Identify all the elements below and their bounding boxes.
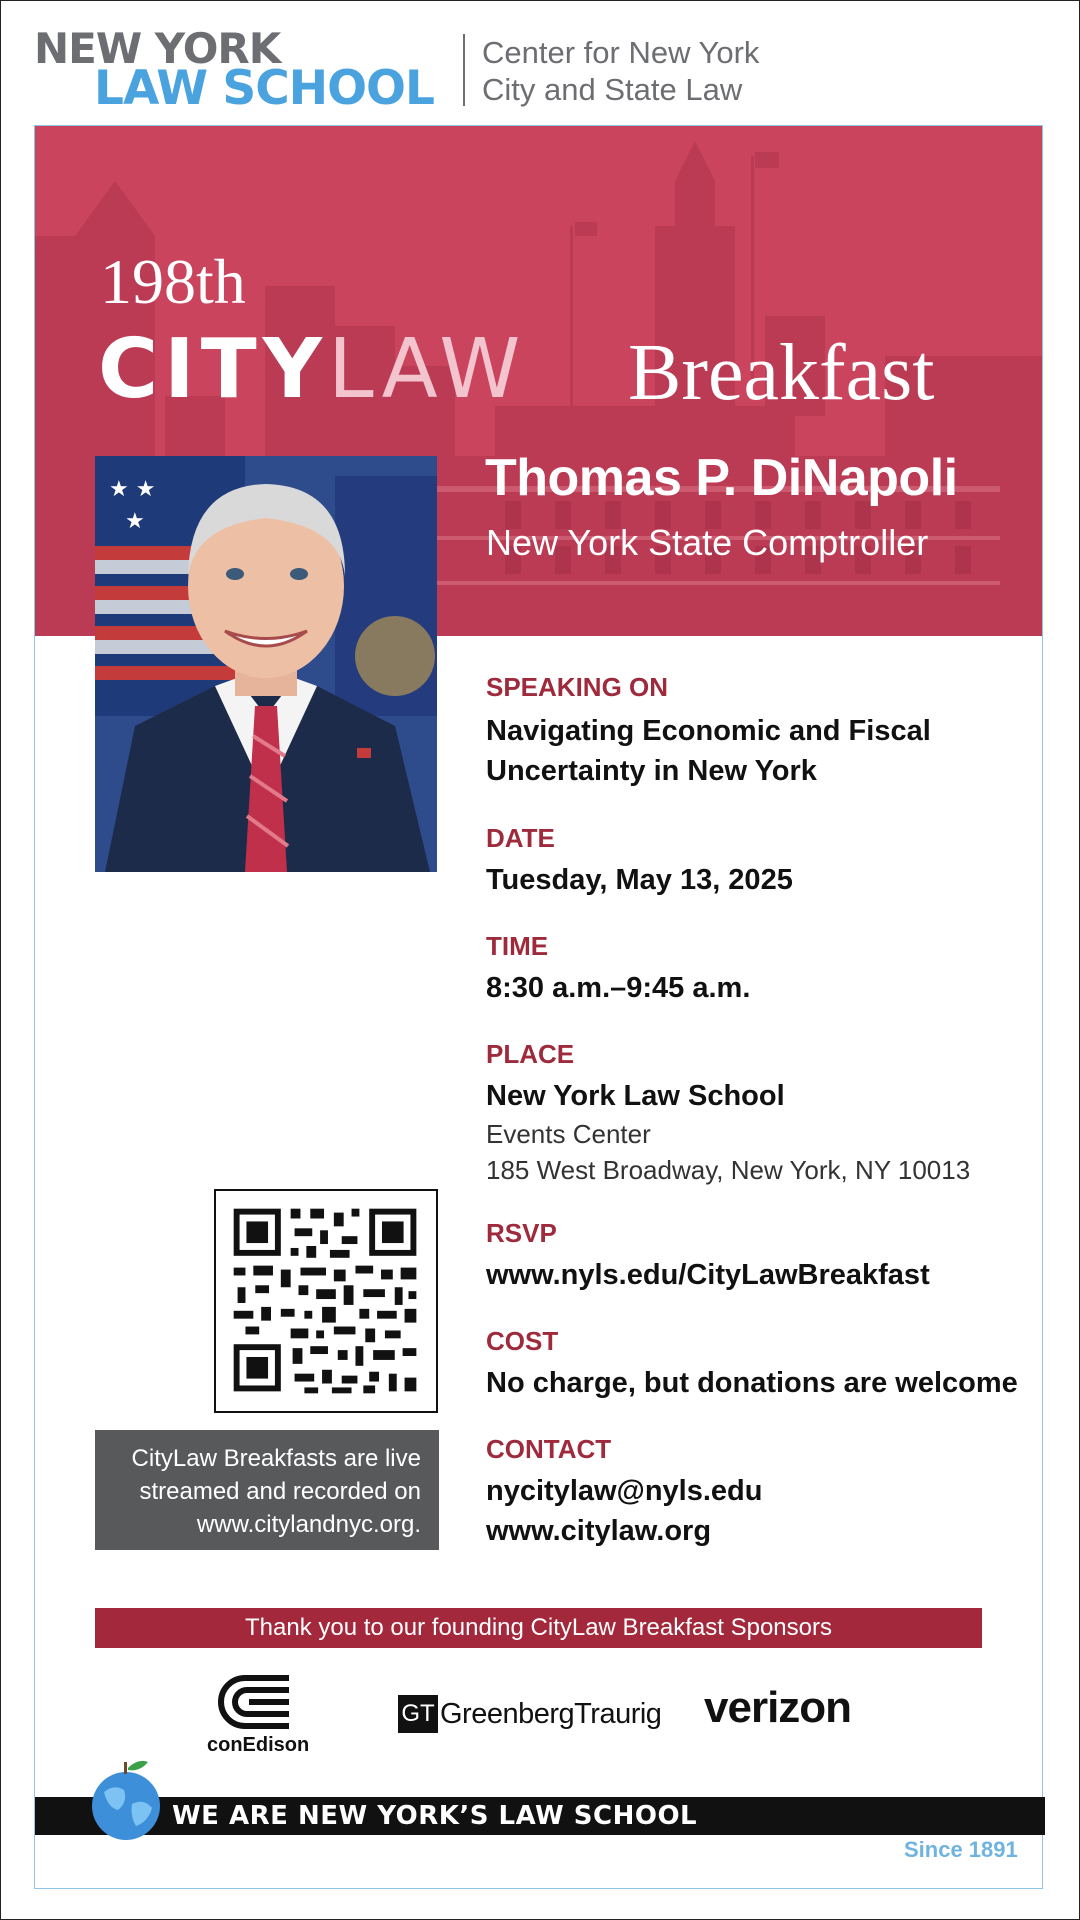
apple-globe-icon [84,1756,168,1842]
contact-label: CONTACT [486,1434,612,1464]
center-name-line1: Center for New York [482,35,760,70]
speaking-on-section [486,672,931,791]
cost-label: COST [486,1326,559,1356]
conedison-text: conEdison [207,1734,310,1756]
livestream-note [95,1430,439,1550]
logo-line-new-york: NEW YORK [34,24,281,73]
place-sub: Events Center [486,1119,651,1149]
time-label: TIME [486,931,549,961]
livestream-line-1: CityLaw Breakfasts are live [131,1445,421,1472]
speaker-title: New York State Comptroller [486,522,929,563]
place-label: PLACE [486,1039,575,1069]
topic-line-2: Uncertainty in New York [486,755,817,787]
citylaw-wordmark [98,322,527,417]
cost-value: No charge, but donations are welcome [486,1367,1018,1399]
greenberg-traurig-name: GreenbergTraurig [440,1698,662,1730]
cost-section [486,1326,1018,1403]
conedison-mark-icon [205,1672,315,1732]
center-name-line2: City and State Law [482,72,743,107]
rsvp-section [486,1218,930,1295]
speaker-portrait [95,456,437,872]
contact-website[interactable]: www.citylaw.org [486,1515,712,1547]
edition-number: 198th [100,246,246,317]
sponsor-thanks-bar: Thank you to our founding CityLaw Breakfast Sponsors [95,1608,982,1648]
logo-divider [463,34,465,106]
livestream-line-2: streamed and recorded on [139,1478,421,1505]
livestream-link[interactable]: www.citylandnyc.org. [196,1511,421,1538]
place-name: New York Law School [486,1080,785,1112]
contact-email[interactable]: nycitylaw@nyls.edu [486,1475,763,1507]
greenberg-traurig-mark: GT [398,1695,438,1733]
since-year: Since 1891 [904,1837,1018,1862]
time-section [486,931,750,1008]
citylaw-law: LAW [328,322,527,417]
qr-code[interactable] [214,1189,438,1413]
date-section [486,823,793,900]
speaking-on-label: SPEAKING ON [486,672,669,702]
speaker-name: Thomas P. DiNapoli [485,449,958,507]
topic-line-1: Navigating Economic and Fiscal [486,715,931,747]
place-section [486,1039,970,1188]
citylaw-city: CITY [98,322,329,417]
svg-text:★: ★ [125,509,145,534]
rsvp-label: RSVP [486,1218,557,1248]
time-value: 8:30 a.m.–9:45 a.m. [486,972,751,1004]
place-address: 185 West Broadway, New York, NY 10013 [486,1155,971,1185]
svg-text:★ ★: ★ ★ [109,477,156,502]
tagline: WE ARE NEW YORK’S LAW SCHOOL [172,1801,698,1831]
contact-section [486,1434,762,1551]
verizon-logo: verizon [704,1683,852,1732]
rsvp-link[interactable]: www.nyls.edu/CityLawBreakfast [486,1259,930,1291]
breakfast-word: Breakfast [628,329,935,417]
center-name [482,34,759,108]
date-label: DATE [486,823,555,853]
conedison-logo [205,1672,315,1758]
logo-line-law-school: LAW SCHOOL [94,61,434,116]
date-value: Tuesday, May 13, 2025 [486,864,793,896]
